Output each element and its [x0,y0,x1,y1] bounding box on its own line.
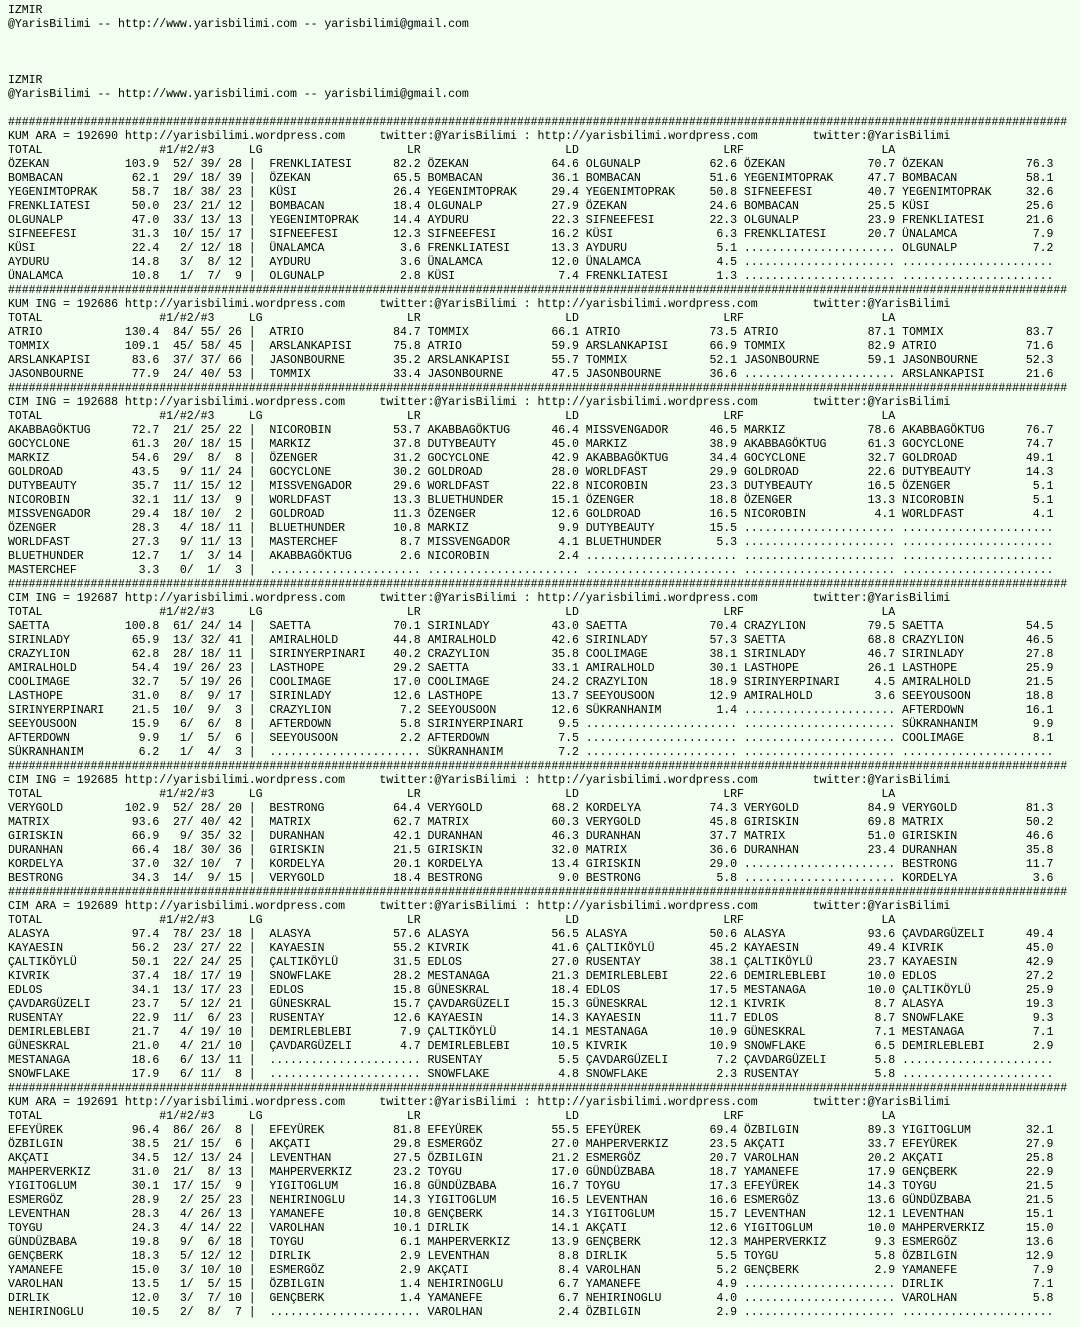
table-row: ÖZBILGIN 38.5 21/ 15/ 6 | AKÇATI 29.8 ESMERGÖZ 27.0 MAHPERVERKIZ 23.5 AKÇATI 33.7 EFEYÜREK 27.9 [8,1138,1054,1151]
table-row: KIVRIK 37.4 18/ 17/ 19 | SNOWFLAKE 28.2 MESTANAGA 21.3 DEMIRLEBLEBI 22.6 DEMIRLEBLEBI 10.0 EDLOS 27.2 [8,970,1054,983]
blank-line [8,102,1080,116]
table-row: AFTERDOWN 9.9 1/ 5/ 6 | SEEYOUSOON 2.2 AFTERDOWN 7.5 ...................... ...................... COOLIMAGE 8.1 [8,732,1054,745]
table-row: TOMMIX 109.1 45/ 58/ 45 | ARSLANKAPISI 75.8 ATRIO 59.9 ARSLANKAPISI 66.9 TOMMIX 82.9 ATRIO 71.6 [8,340,1054,353]
table-row: MAHPERVERKIZ 31.0 21/ 8/ 13 | MAHPERVERKIZ 23.2 TOYGU 17.0 GÜNDÜZBABA 18.7 YAMANEFE 17.9 GENÇBERK 22.9 [8,1166,1054,1179]
column-header: TOTAL #1/#2/#3 LG LR LD LRF LA [8,410,896,423]
table-row: ÇALTIKÖYLÜ 50.1 22/ 24/ 25 | ÇALTIKÖYLÜ 31.5 EDLOS 27.0 RUSENTAY 38.1 ÇALTIKÖYLÜ 23.7 KAYAESIN 42.9 [8,956,1054,969]
table-row: NEHIRINOGLU 10.5 2/ 8/ 7 | ...................... VAROLHAN 2.4 ÖZBILGIN 2.9 ...................... ...................... [8,1306,1054,1319]
table-row: OLGUNALP 47.0 33/ 13/ 13 | YEGENIMTOPRAK 14.4 AYDURU 22.3 SIFNEEFESI 22.3 OLGUNALP 23.9 FRENKLIATESI 21.6 [8,214,1054,227]
table-row: BLUETHUNDER 12.7 1/ 3/ 14 | AKABBAGÖKTUG 2.6 NICOROBIN 2.4 ...................... ...................... ...................... [8,550,1054,563]
table-row: KORDELYA 37.0 32/ 10/ 7 | KORDELYA 20.1 KORDELYA 13.4 GIRISKIN 29.0 ...................... BESTRONG 11.7 [8,858,1054,871]
table-row: AMIRALHOLD 54.4 19/ 26/ 23 | LASTHOPE 29.2 SAETTA 33.1 AMIRALHOLD 30.1 LASTHOPE 26.1 LASTHOPE 25.9 [8,662,1054,675]
table-row: COOLIMAGE 32.7 5/ 19/ 26 | COOLIMAGE 17.0 COOLIMAGE 24.2 CRAZYLION 18.9 SIRINYERPINARI 4.5 AMIRALHOLD 21.5 [8,676,1054,689]
race-header: CIM ING = 192687 http://yarisbilimi.wordpress.com twitter:@YarisBilimi : http://yarisbilimi.wordpress.com twitter:@YarisBilimi [8,592,951,605]
blank-line [8,46,1080,60]
table-row: LASTHOPE 31.0 8/ 9/ 17 | SIRINLADY 12.6 LASTHOPE 13.7 SEEYOUSOON 12.9 AMIRALHOLD 3.6 SEEYOUSOON 18.8 [8,690,1054,703]
column-header: TOTAL #1/#2/#3 LG LR LD LRF LA [8,1110,896,1123]
table-row: JASONBOURNE 77.9 24/ 40/ 53 | TOMMIX 33.4 JASONBOURNE 47.5 JASONBOURNE 36.6 ...................... ARSLANKAPISI 21.6 [8,368,1054,381]
table-row: ÜNALAMCA 10.8 1/ 7/ 9 | OLGUNALP 2.8 KÜSI 7.4 FRENKLIATESI 1.3 ...................... ...................... [8,270,1054,283]
table-row: SÜKRANHANIM 6.2 1/ 4/ 3 | ...................... SÜKRANHANIM 7.2 ...................... ...................... ...................... [8,746,1054,759]
table-row: EFEYÜREK 96.4 86/ 26/ 8 | EFEYÜREK 81.8 EFEYÜREK 55.5 EFEYÜREK 69.4 ÖZBILGIN 89.3 YIGITOGLUM 32.1 [8,1124,1054,1137]
race-header: CIM ING = 192688 http://yarisbilimi.wordpress.com twitter:@YarisBilimi : http://yarisbilimi.wordpress.com twitter:@YarisBilimi [8,396,951,409]
race-header: CIM ARA = 192689 http://yarisbilimi.wordpress.com twitter:@YarisBilimi : http://yarisbilimi.wordpress.com twitter:@YarisBilimi [8,900,951,913]
race-header: CIM ING = 192685 http://yarisbilimi.wordpress.com twitter:@YarisBilimi : http://yarisbilimi.wordpress.com twitter:@YarisBilimi [8,774,951,787]
table-row: GENÇBERK 18.3 5/ 12/ 12 | DIRLIK 2.9 LEVENTHAN 8.8 DIRLIK 5.5 TOYGU 5.8 ÖZBILGIN 12.9 [8,1250,1054,1263]
table-row: DUTYBEAUTY 35.7 11/ 15/ 12 | MISSVENGADOR 29.6 WORLDFAST 22.8 NICOROBIN 23.3 DUTYBEAUTY 16.5 ÖZENGER 5.1 [8,480,1054,493]
blank-line [8,32,1080,46]
table-row: GÜNDÜZBABA 19.8 9/ 6/ 18 | TOYGU 6.1 MAHPERVERKIZ 13.9 GENÇBERK 12.3 MAHPERVERKIZ 9.3 ESMERGÖZ 13.6 [8,1236,1054,1249]
separator-line: ########################################################################################################################################################## [8,760,1068,773]
table-row: TOYGU 24.3 4/ 14/ 22 | VAROLHAN 10.1 DIRLIK 14.1 AKÇATI 12.6 YIGITOGLUM 10.0 MAHPERVERKIZ 15.0 [8,1222,1054,1235]
table-row: VAROLHAN 13.5 1/ 5/ 15 | ÖZBILGIN 1.4 NEHIRINOGLU 6.7 YAMANEFE 4.9 ...................... DIRLIK 7.1 [8,1278,1054,1291]
table-row: MARKIZ 54.6 29/ 8/ 8 | ÖZENGER 31.2 GOCYCLONE 42.9 AKABBAGÖKTUG 34.4 GOCYCLONE 32.7 GOLDROAD 49.1 [8,452,1054,465]
table-row: SIRINLADY 65.9 13/ 32/ 41 | AMIRALHOLD 44.8 AMIRALHOLD 42.6 SIRINLADY 57.3 SAETTA 68.8 CRAZYLION 46.5 [8,634,1054,647]
table-row: LEVENTHAN 28.3 4/ 26/ 13 | YAMANEFE 10.8 GENÇBERK 14.3 YIGITOGLUM 15.7 LEVENTHAN 12.1 LEVENTHAN 15.1 [8,1208,1054,1221]
race-header: KUM ARA = 192690 http://yarisbilimi.wordpress.com twitter:@YarisBilimi : http://yarisbilimi.wordpress.com twitter:@YarisBilimi [8,130,951,143]
table-row: GÜNESKRAL 21.0 4/ 21/ 10 | ÇAVDARGÜZELI 4.7 DEMIRLEBLEBI 10.5 KIVRIK 10.9 SNOWFLAKE 6.5 DEMIRLEBLEBI 2.9 [8,1040,1054,1053]
separator-line: ########################################################################################################################################################## [8,116,1068,129]
table-row: DURANHAN 66.4 18/ 30/ 36 | GIRISKIN 21.5 GIRISKIN 32.0 MATRIX 36.6 DURANHAN 23.4 DURANHAN 35.8 [8,844,1054,857]
table-row: YIGITOGLUM 30.1 17/ 15/ 9 | YIGITOGLUM 16.8 GÜNDÜZBABA 16.7 TOYGU 17.3 EFEYÜREK 14.3 TOYGU 21.5 [8,1180,1054,1193]
city-title: IZMIR [8,4,43,17]
table-row: AKÇATI 34.5 12/ 13/ 24 | LEVENTHAN 27.5 ÖZBILGIN 21.2 ESMERGÖZ 20.7 VAROLHAN 20.2 AKÇATI 25.8 [8,1152,1054,1165]
table-row: VERYGOLD 102.9 52/ 28/ 20 | BESTRONG 64.4 VERYGOLD 68.2 KORDELYA 74.3 VERYGOLD 84.9 VERYGOLD 81.3 [8,802,1054,815]
table-row: ÖZEKAN 103.9 52/ 39/ 28 | FRENKLIATESI 82.2 ÖZEKAN 64.6 OLGUNALP 62.6 ÖZEKAN 70.7 ÖZEKAN 76.3 [8,158,1054,171]
table-row: EDLOS 34.1 13/ 17/ 23 | EDLOS 15.8 GÜNESKRAL 18.4 EDLOS 17.5 MESTANAGA 10.0 ÇALTIKÖYLÜ 25.9 [8,984,1054,997]
table-row: WORLDFAST 27.3 9/ 11/ 13 | MASTERCHEF 8.7 MISSVENGADOR 4.1 BLUETHUNDER 5.3 ...................... ...................... [8,536,1054,549]
column-header: TOTAL #1/#2/#3 LG LR LD LRF LA [8,312,896,325]
table-row: DIRLIK 12.0 3/ 7/ 10 | GENÇBERK 1.4 YAMANEFE 6.7 NEHIRINOGLU 4.0 ...................... VAROLHAN 5.8 [8,1292,1054,1305]
table-row: BESTRONG 34.3 14/ 9/ 15 | VERYGOLD 18.4 BESTRONG 9.0 BESTRONG 5.8 ...................... KORDELYA 3.6 [8,872,1054,885]
table-row: BOMBACAN 62.1 29/ 18/ 39 | ÖZEKAN 65.5 BOMBACAN 36.1 BOMBACAN 51.6 YEGENIMTOPRAK 47.7 BOMBACAN 58.1 [8,172,1054,185]
contact-line: @YarisBilimi -- http://www.yarisbilimi.com -- yarisbilimi@gmail.com [8,88,469,101]
separator-line: ########################################################################################################################################################## [8,284,1068,297]
table-row: NICOROBIN 32.1 11/ 13/ 9 | WORLDFAST 13.3 BLUETHUNDER 15.1 ÖZENGER 18.8 ÖZENGER 13.3 NICOROBIN 5.1 [8,494,1054,507]
column-header: TOTAL #1/#2/#3 LG LR LD LRF LA [8,914,896,927]
separator-line: ########################################################################################################################################################## [8,382,1068,395]
table-row: ÇAVDARGÜZELI 23.7 5/ 12/ 21 | GÜNESKRAL 15.7 ÇAVDARGÜZELI 15.3 GÜNESKRAL 12.1 KIVRIK 8.7 ALASYA 19.3 [8,998,1054,1011]
table-row: ARSLANKAPISI 83.6 37/ 37/ 66 | JASONBOURNE 35.2 ARSLANKAPISI 55.7 TOMMIX 52.1 JASONBOURNE 59.1 JASONBOURNE 52.3 [8,354,1054,367]
race-header: KUM ING = 192686 http://yarisbilimi.wordpress.com twitter:@YarisBilimi : http://yarisbilimi.wordpress.com twitter:@YarisBilimi [8,298,951,311]
table-row: MISSVENGADOR 29.4 18/ 10/ 2 | GOLDROAD 11.3 ÖZENGER 12.6 GOLDROAD 16.5 NICOROBIN 4.1 WORLDFAST 4.1 [8,508,1054,521]
table-row: YEGENIMTOPRAK 58.7 18/ 38/ 23 | KÜSI 26.4 YEGENIMTOPRAK 29.4 YEGENIMTOPRAK 50.8 SIFNEEFESI 40.7 YEGENIMTOPRAK 32.6 [8,186,1054,199]
table-row: SNOWFLAKE 17.9 6/ 11/ 8 | ...................... SNOWFLAKE 4.8 SNOWFLAKE 2.3 RUSENTAY 5.8 ...................... [8,1068,1054,1081]
table-row: MATRIX 93.6 27/ 40/ 42 | MATRIX 62.7 MATRIX 60.3 VERYGOLD 45.8 GIRISKIN 69.8 MATRIX 50.2 [8,816,1054,829]
table-row: YAMANEFE 15.0 3/ 10/ 10 | ESMERGÖZ 2.9 AKÇATI 8.4 VAROLHAN 5.2 GENÇBERK 2.9 YAMANEFE 7.9 [8,1264,1054,1277]
table-row: SEEYOUSOON 15.9 6/ 6/ 8 | AFTERDOWN 5.8 SIRINYERPINARI 9.5 ...................... ...................... SÜKRANHANIM 9.9 [8,718,1054,731]
table-row: SIRINYERPINARI 21.5 10/ 9/ 3 | CRAZYLION 7.2 SEEYOUSOON 12.6 SÜKRANHANIM 1.4 ...................... AFTERDOWN 16.1 [8,704,1054,717]
table-row: GIRISKIN 66.9 9/ 35/ 32 | DURANHAN 42.1 DURANHAN 46.3 DURANHAN 37.7 MATRIX 51.0 GIRISKIN 46.6 [8,830,1054,843]
table-row: CRAZYLION 62.8 28/ 18/ 11 | SIRINYERPINARI 40.2 CRAZYLION 35.8 COOLIMAGE 38.1 SIRINLADY 46.7 SIRINLADY 27.8 [8,648,1054,661]
contact-line: @YarisBilimi -- http://www.yarisbilimi.com -- yarisbilimi@gmail.com [8,18,469,31]
table-row: ATRIO 130.4 84/ 55/ 26 | ATRIO 84.7 TOMMIX 66.1 ATRIO 73.5 ATRIO 87.1 TOMMIX 83.7 [8,326,1054,339]
table-row: GOCYCLONE 61.3 20/ 18/ 15 | MARKIZ 37.8 DUTYBEAUTY 45.0 MARKIZ 38.9 AKABBAGÖKTUG 61.3 GOCYCLONE 74.7 [8,438,1054,451]
table-row: DEMIRLEBLEBI 21.7 4/ 19/ 10 | DEMIRLEBLEBI 7.9 ÇALTIKÖYLÜ 14.1 MESTANAGA 10.9 GÜNESKRAL 7.1 MESTANAGA 7.1 [8,1026,1054,1039]
column-header: TOTAL #1/#2/#3 LG LR LD LRF LA [8,144,896,157]
column-header: TOTAL #1/#2/#3 LG LR LD LRF LA [8,788,896,801]
table-row: FRENKLIATESI 50.0 23/ 21/ 12 | BOMBACAN 18.4 OLGUNALP 27.9 ÖZEKAN 24.6 BOMBACAN 25.5 KÜSI 25.6 [8,200,1054,213]
separator-line: ########################################################################################################################################################## [8,1082,1068,1095]
table-row: ALASYA 97.4 78/ 23/ 18 | ALASYA 57.6 ALASYA 56.5 ALASYA 50.6 ALASYA 93.6 ÇAVDARGÜZELI 49.4 [8,928,1054,941]
table-row: KÜSI 22.4 2/ 12/ 18 | ÜNALAMCA 3.6 FRENKLIATESI 13.3 AYDURU 5.1 ...................... OLGUNALP 7.2 [8,242,1054,255]
table-row: ÖZENGER 28.3 4/ 18/ 11 | BLUETHUNDER 10.8 MARKIZ 9.9 DUTYBEAUTY 15.5 ...................... ...................... [8,522,1054,535]
blank-line [8,60,1080,74]
table-row: MASTERCHEF 3.3 0/ 1/ 3 | ...................... ...................... ...................... ...................... ...................... [8,564,1054,577]
table-row: SAETTA 100.8 61/ 24/ 14 | SAETTA 70.1 SIRINLADY 43.0 SAETTA 70.4 CRAZYLION 79.5 SAETTA 54.5 [8,620,1054,633]
table-row: RUSENTAY 22.9 11/ 6/ 23 | RUSENTAY 12.6 KAYAESIN 14.3 KAYAESIN 11.7 EDLOS 8.7 SNOWFLAKE 9.3 [8,1012,1054,1025]
race-header: KUM ARA = 192691 http://yarisbilimi.wordpress.com twitter:@YarisBilimi : http://yarisbilimi.wordpress.com twitter:@YarisBilimi [8,1096,951,1109]
table-row: AKABBAGÖKTUG 72.7 21/ 25/ 22 | NICOROBIN 53.7 AKABBAGÖKTUG 46.4 MISSVENGADOR 46.5 MARKIZ 78.6 AKABBAGÖKTUG 76.7 [8,424,1054,437]
table-row: SIFNEEFESI 31.3 10/ 15/ 17 | SIFNEEFESI 12.3 SIFNEEFESI 16.2 KÜSI 6.3 FRENKLIATESI 20.7 ÜNALAMCA 7.9 [8,228,1054,241]
separator-line: ########################################################################################################################################################## [8,886,1068,899]
city-title: IZMIR [8,74,43,87]
table-row: GOLDROAD 43.5 9/ 11/ 24 | GOCYCLONE 30.2 GOLDROAD 28.0 WORLDFAST 29.9 GOLDROAD 22.6 DUTYBEAUTY 14.3 [8,466,1054,479]
table-row: KAYAESIN 56.2 23/ 27/ 22 | KAYAESIN 55.2 KIVRIK 41.6 ÇALTIKÖYLÜ 45.2 KAYAESIN 49.4 KIVRIK 45.0 [8,942,1054,955]
table-row: MESTANAGA 18.6 6/ 13/ 11 | ...................... RUSENTAY 5.5 ÇAVDARGÜZELI 7.2 ÇAVDARGÜZELI 5.8 ...................... [8,1054,1054,1067]
separator-line: ########################################################################################################################################################## [8,578,1068,591]
column-header: TOTAL #1/#2/#3 LG LR LD LRF LA [8,606,896,619]
table-row: AYDURU 14.8 3/ 8/ 12 | AYDURU 3.6 ÜNALAMCA 12.0 ÜNALAMCA 4.5 ...................... ...................... [8,256,1054,269]
table-row: ESMERGÖZ 28.9 2/ 25/ 23 | NEHIRINOGLU 14.3 YIGITOGLUM 16.5 LEVENTHAN 16.6 ESMERGÖZ 13.6 GÜNDÜZBABA 21.5 [8,1194,1054,1207]
